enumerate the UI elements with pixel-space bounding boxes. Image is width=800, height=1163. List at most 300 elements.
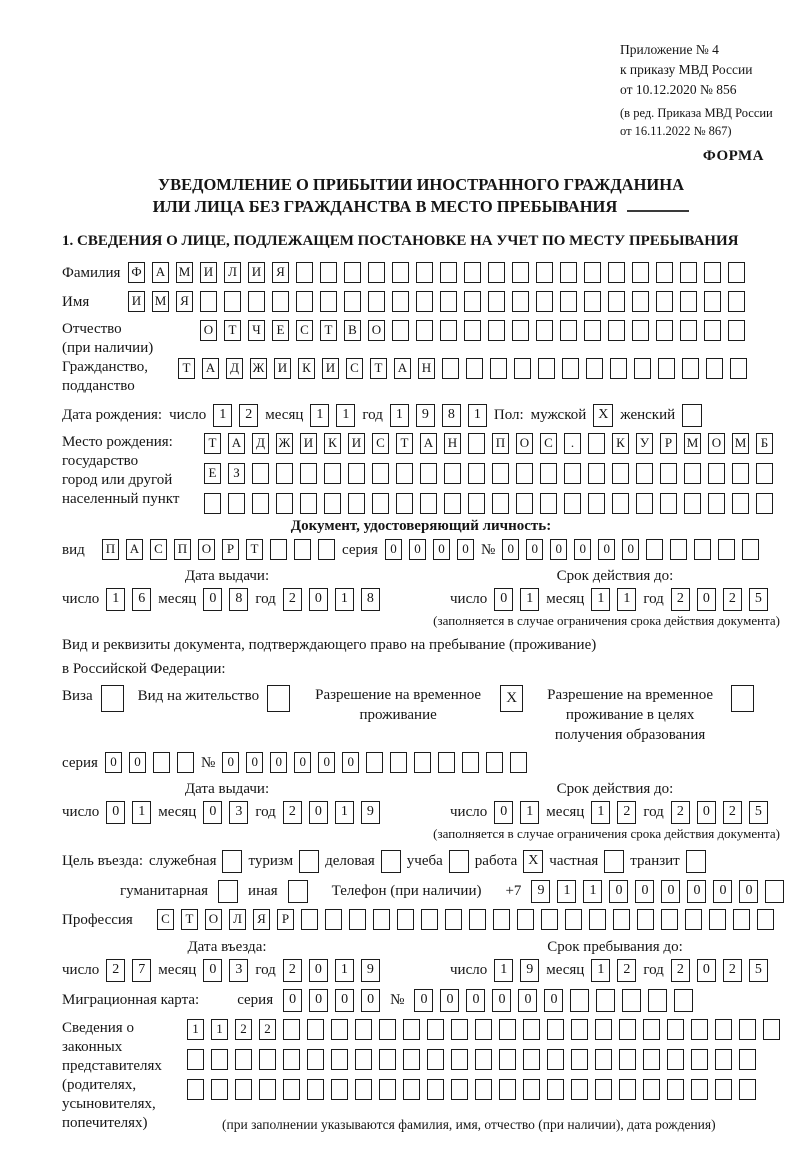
char-cell[interactable] xyxy=(517,909,534,930)
char-cell[interactable] xyxy=(564,493,581,514)
char-cell[interactable]: З xyxy=(228,463,245,484)
char-cell[interactable]: 6 xyxy=(132,588,151,611)
char-cell[interactable]: 5 xyxy=(749,801,768,824)
char-cell[interactable]: К xyxy=(298,358,315,379)
char-cell[interactable]: 0 xyxy=(409,539,426,560)
char-cell[interactable] xyxy=(488,291,505,312)
char-cell[interactable] xyxy=(523,1019,540,1040)
purpose-work-checkbox[interactable]: X xyxy=(523,850,543,873)
char-cell[interactable] xyxy=(468,433,485,454)
char-cell[interactable] xyxy=(259,1079,276,1100)
char-cell[interactable]: Т xyxy=(396,433,413,454)
visa-checkbox[interactable] xyxy=(101,685,124,712)
char-cell[interactable] xyxy=(562,358,579,379)
char-cell[interactable] xyxy=(475,1049,492,1070)
char-cell[interactable]: . xyxy=(564,433,581,454)
char-cell[interactable]: С xyxy=(157,909,174,930)
char-cell[interactable] xyxy=(636,493,653,514)
char-cell[interactable] xyxy=(464,262,481,283)
char-cell[interactable] xyxy=(514,358,531,379)
char-cell[interactable]: 2 xyxy=(283,801,302,824)
char-cell[interactable]: 8 xyxy=(229,588,248,611)
char-cell[interactable] xyxy=(680,262,697,283)
char-cell[interactable] xyxy=(252,463,269,484)
char-cell[interactable] xyxy=(660,463,677,484)
char-cell[interactable] xyxy=(301,909,318,930)
char-cell[interactable] xyxy=(523,1049,540,1070)
char-cell[interactable]: Т xyxy=(178,358,195,379)
char-cell[interactable] xyxy=(464,291,481,312)
char-cell[interactable] xyxy=(451,1079,468,1100)
birth-year-boxes[interactable] xyxy=(390,404,487,427)
char-cell[interactable]: 0 xyxy=(466,989,485,1012)
char-cell[interactable] xyxy=(704,291,721,312)
char-cell[interactable]: Ф xyxy=(128,262,145,283)
char-cell[interactable]: П xyxy=(102,539,119,560)
char-cell[interactable] xyxy=(451,1019,468,1040)
char-cell[interactable] xyxy=(403,1079,420,1100)
entry-month-boxes[interactable] xyxy=(203,959,248,982)
char-cell[interactable] xyxy=(464,320,481,341)
char-cell[interactable] xyxy=(708,493,725,514)
char-cell[interactable]: 0 xyxy=(739,880,758,903)
char-cell[interactable]: И xyxy=(200,262,217,283)
char-cell[interactable] xyxy=(634,358,651,379)
stay-month-boxes[interactable] xyxy=(591,959,636,982)
char-cell[interactable] xyxy=(372,463,389,484)
purpose-tourism-checkbox[interactable] xyxy=(299,850,319,873)
char-cell[interactable] xyxy=(656,320,673,341)
legal-reps-row2-boxes[interactable] xyxy=(187,1049,780,1070)
char-cell[interactable] xyxy=(584,262,601,283)
char-cell[interactable]: Я xyxy=(272,262,289,283)
char-cell[interactable]: 0 xyxy=(661,880,680,903)
char-cell[interactable] xyxy=(252,493,269,514)
char-cell[interactable] xyxy=(589,909,606,930)
char-cell[interactable] xyxy=(211,1079,228,1100)
char-cell[interactable]: 0 xyxy=(309,959,328,982)
char-cell[interactable] xyxy=(396,463,413,484)
char-cell[interactable]: О xyxy=(198,539,215,560)
char-cell[interactable]: 2 xyxy=(671,801,690,824)
char-cell[interactable]: 1 xyxy=(310,404,329,427)
char-cell[interactable]: 0 xyxy=(309,588,328,611)
char-cell[interactable] xyxy=(571,1019,588,1040)
char-cell[interactable] xyxy=(512,262,529,283)
char-cell[interactable]: 1 xyxy=(187,1019,204,1040)
char-cell[interactable] xyxy=(739,1049,756,1070)
char-cell[interactable] xyxy=(512,291,529,312)
identity-expiry-day-boxes[interactable] xyxy=(494,588,539,611)
char-cell[interactable] xyxy=(466,358,483,379)
char-cell[interactable] xyxy=(348,493,365,514)
char-cell[interactable] xyxy=(331,1019,348,1040)
identity-series-boxes[interactable] xyxy=(385,539,474,560)
char-cell[interactable] xyxy=(667,1079,684,1100)
char-cell[interactable] xyxy=(438,752,455,773)
char-cell[interactable] xyxy=(613,909,630,930)
entry-day-boxes[interactable] xyxy=(106,959,151,982)
char-cell[interactable] xyxy=(283,1019,300,1040)
char-cell[interactable] xyxy=(612,493,629,514)
char-cell[interactable] xyxy=(493,909,510,930)
char-cell[interactable]: О xyxy=(516,433,533,454)
char-cell[interactable] xyxy=(728,262,745,283)
char-cell[interactable]: 0 xyxy=(309,989,328,1012)
char-cell[interactable] xyxy=(510,752,527,773)
char-cell[interactable] xyxy=(708,463,725,484)
char-cell[interactable]: Ч xyxy=(248,320,265,341)
char-cell[interactable]: 0 xyxy=(246,752,263,773)
char-cell[interactable] xyxy=(416,320,433,341)
char-cell[interactable]: Н xyxy=(444,433,461,454)
char-cell[interactable] xyxy=(372,493,389,514)
char-cell[interactable]: 5 xyxy=(749,959,768,982)
stay-year-boxes[interactable] xyxy=(671,959,768,982)
char-cell[interactable]: Т xyxy=(224,320,241,341)
char-cell[interactable] xyxy=(523,1079,540,1100)
char-cell[interactable]: О xyxy=(368,320,385,341)
char-cell[interactable]: 0 xyxy=(335,989,354,1012)
identity-issue-day-boxes[interactable] xyxy=(106,588,151,611)
char-cell[interactable] xyxy=(492,463,509,484)
char-cell[interactable]: Л xyxy=(229,909,246,930)
residence-expiry-day-boxes[interactable] xyxy=(494,801,539,824)
char-cell[interactable]: О xyxy=(200,320,217,341)
migration-number-boxes[interactable] xyxy=(414,989,693,1012)
char-cell[interactable]: С xyxy=(372,433,389,454)
char-cell[interactable] xyxy=(733,909,750,930)
char-cell[interactable] xyxy=(469,909,486,930)
char-cell[interactable] xyxy=(204,493,221,514)
char-cell[interactable] xyxy=(763,1019,780,1040)
char-cell[interactable] xyxy=(656,291,673,312)
char-cell[interactable] xyxy=(307,1079,324,1100)
char-cell[interactable] xyxy=(610,358,627,379)
legal-reps-row1-boxes[interactable] xyxy=(187,1019,780,1040)
char-cell[interactable] xyxy=(427,1049,444,1070)
char-cell[interactable]: 1 xyxy=(591,959,610,982)
char-cell[interactable]: С xyxy=(150,539,167,560)
char-cell[interactable] xyxy=(715,1019,732,1040)
char-cell[interactable] xyxy=(283,1079,300,1100)
char-cell[interactable] xyxy=(235,1049,252,1070)
char-cell[interactable] xyxy=(512,320,529,341)
char-cell[interactable]: 1 xyxy=(591,801,610,824)
char-cell[interactable]: 2 xyxy=(617,801,636,824)
char-cell[interactable] xyxy=(492,493,509,514)
char-cell[interactable] xyxy=(756,493,773,514)
char-cell[interactable] xyxy=(177,752,194,773)
char-cell[interactable]: 0 xyxy=(494,801,513,824)
char-cell[interactable] xyxy=(540,493,557,514)
char-cell[interactable]: 0 xyxy=(492,989,511,1012)
char-cell[interactable] xyxy=(660,493,677,514)
char-cell[interactable] xyxy=(445,909,462,930)
char-cell[interactable]: 0 xyxy=(129,752,146,773)
char-cell[interactable]: Ж xyxy=(250,358,267,379)
char-cell[interactable]: 3 xyxy=(229,801,248,824)
char-cell[interactable]: С xyxy=(296,320,313,341)
char-cell[interactable] xyxy=(368,262,385,283)
char-cell[interactable]: 0 xyxy=(713,880,732,903)
phone-boxes[interactable] xyxy=(531,880,784,903)
birth-day-boxes[interactable] xyxy=(213,404,258,427)
identity-kind-boxes[interactable] xyxy=(102,539,335,560)
char-cell[interactable]: М xyxy=(152,291,169,312)
profession-boxes[interactable] xyxy=(157,909,774,930)
char-cell[interactable]: 0 xyxy=(457,539,474,560)
char-cell[interactable] xyxy=(331,1079,348,1100)
migration-series-boxes[interactable] xyxy=(283,989,380,1012)
char-cell[interactable]: Я xyxy=(253,909,270,930)
char-cell[interactable] xyxy=(632,291,649,312)
char-cell[interactable]: 2 xyxy=(235,1019,252,1040)
char-cell[interactable]: 0 xyxy=(598,539,615,560)
char-cell[interactable] xyxy=(248,291,265,312)
char-cell[interactable]: О xyxy=(708,433,725,454)
char-cell[interactable]: П xyxy=(174,539,191,560)
identity-issue-month-boxes[interactable] xyxy=(203,588,248,611)
char-cell[interactable] xyxy=(451,1049,468,1070)
char-cell[interactable] xyxy=(488,262,505,283)
char-cell[interactable]: 0 xyxy=(687,880,706,903)
char-cell[interactable] xyxy=(571,1079,588,1100)
char-cell[interactable] xyxy=(475,1079,492,1100)
char-cell[interactable]: 1 xyxy=(557,880,576,903)
char-cell[interactable]: 0 xyxy=(544,989,563,1012)
char-cell[interactable] xyxy=(596,989,615,1012)
char-cell[interactable] xyxy=(349,909,366,930)
char-cell[interactable] xyxy=(325,909,342,930)
char-cell[interactable] xyxy=(468,493,485,514)
purpose-official-checkbox[interactable] xyxy=(222,850,242,873)
char-cell[interactable]: М xyxy=(176,262,193,283)
char-cell[interactable] xyxy=(187,1049,204,1070)
char-cell[interactable] xyxy=(416,262,433,283)
char-cell[interactable] xyxy=(619,1079,636,1100)
char-cell[interactable]: И xyxy=(274,358,291,379)
char-cell[interactable]: И xyxy=(128,291,145,312)
temporary-permit-checkbox[interactable]: X xyxy=(500,685,523,712)
char-cell[interactable] xyxy=(396,493,413,514)
char-cell[interactable]: 0 xyxy=(494,588,513,611)
sex-male-checkbox[interactable]: X xyxy=(593,404,613,427)
char-cell[interactable] xyxy=(440,262,457,283)
char-cell[interactable]: 9 xyxy=(531,880,550,903)
char-cell[interactable] xyxy=(565,909,582,930)
char-cell[interactable] xyxy=(730,358,747,379)
char-cell[interactable]: С xyxy=(346,358,363,379)
legal-reps-row3-boxes[interactable] xyxy=(187,1079,780,1100)
identity-issue-year-boxes[interactable] xyxy=(283,588,380,611)
char-cell[interactable] xyxy=(235,1079,252,1100)
residence-permit-checkbox[interactable] xyxy=(267,685,290,712)
char-cell[interactable]: Т xyxy=(246,539,263,560)
char-cell[interactable]: 0 xyxy=(502,539,519,560)
char-cell[interactable]: 2 xyxy=(671,588,690,611)
char-cell[interactable] xyxy=(637,909,654,930)
char-cell[interactable] xyxy=(656,262,673,283)
char-cell[interactable] xyxy=(373,909,390,930)
char-cell[interactable]: 0 xyxy=(203,588,222,611)
char-cell[interactable]: 2 xyxy=(723,588,742,611)
char-cell[interactable]: 2 xyxy=(723,801,742,824)
char-cell[interactable] xyxy=(560,262,577,283)
char-cell[interactable] xyxy=(584,320,601,341)
char-cell[interactable] xyxy=(307,1019,324,1040)
char-cell[interactable]: 1 xyxy=(468,404,487,427)
char-cell[interactable] xyxy=(468,463,485,484)
char-cell[interactable] xyxy=(739,1079,756,1100)
char-cell[interactable] xyxy=(499,1049,516,1070)
char-cell[interactable] xyxy=(586,358,603,379)
char-cell[interactable] xyxy=(355,1079,372,1100)
char-cell[interactable] xyxy=(228,493,245,514)
purpose-business-checkbox[interactable] xyxy=(381,850,401,873)
char-cell[interactable]: 0 xyxy=(294,752,311,773)
char-cell[interactable]: Н xyxy=(418,358,435,379)
char-cell[interactable] xyxy=(560,291,577,312)
char-cell[interactable] xyxy=(595,1079,612,1100)
char-cell[interactable]: 5 xyxy=(749,588,768,611)
char-cell[interactable] xyxy=(643,1019,660,1040)
char-cell[interactable] xyxy=(296,291,313,312)
char-cell[interactable]: 0 xyxy=(697,959,716,982)
char-cell[interactable] xyxy=(732,463,749,484)
char-cell[interactable]: 1 xyxy=(591,588,610,611)
char-cell[interactable]: Ж xyxy=(276,433,293,454)
char-cell[interactable] xyxy=(667,1049,684,1070)
char-cell[interactable] xyxy=(516,463,533,484)
char-cell[interactable] xyxy=(667,1019,684,1040)
char-cell[interactable] xyxy=(153,752,170,773)
char-cell[interactable] xyxy=(536,320,553,341)
char-cell[interactable]: 1 xyxy=(336,404,355,427)
char-cell[interactable]: 0 xyxy=(283,989,302,1012)
char-cell[interactable]: 1 xyxy=(520,801,539,824)
char-cell[interactable] xyxy=(516,493,533,514)
char-cell[interactable]: 2 xyxy=(723,959,742,982)
char-cell[interactable]: А xyxy=(228,433,245,454)
char-cell[interactable] xyxy=(416,291,433,312)
char-cell[interactable]: А xyxy=(394,358,411,379)
char-cell[interactable] xyxy=(379,1079,396,1100)
char-cell[interactable] xyxy=(560,320,577,341)
char-cell[interactable] xyxy=(622,989,641,1012)
char-cell[interactable] xyxy=(619,1019,636,1040)
char-cell[interactable] xyxy=(324,463,341,484)
char-cell[interactable]: 0 xyxy=(203,801,222,824)
char-cell[interactable]: Р xyxy=(277,909,294,930)
char-cell[interactable] xyxy=(612,463,629,484)
birth-place-row1-boxes[interactable] xyxy=(204,433,773,454)
char-cell[interactable] xyxy=(397,909,414,930)
char-cell[interactable]: И xyxy=(348,433,365,454)
char-cell[interactable]: 0 xyxy=(342,752,359,773)
char-cell[interactable]: Р xyxy=(660,433,677,454)
char-cell[interactable]: 1 xyxy=(520,588,539,611)
char-cell[interactable]: У xyxy=(636,433,653,454)
char-cell[interactable]: Д xyxy=(226,358,243,379)
char-cell[interactable]: Р xyxy=(222,539,239,560)
char-cell[interactable] xyxy=(547,1019,564,1040)
identity-expiry-year-boxes[interactable] xyxy=(671,588,768,611)
char-cell[interactable]: 1 xyxy=(617,588,636,611)
char-cell[interactable] xyxy=(368,291,385,312)
char-cell[interactable] xyxy=(283,1049,300,1070)
char-cell[interactable]: А xyxy=(202,358,219,379)
char-cell[interactable] xyxy=(499,1019,516,1040)
birth-place-row2-boxes[interactable] xyxy=(204,463,773,484)
char-cell[interactable] xyxy=(706,358,723,379)
residence-expiry-month-boxes[interactable] xyxy=(591,801,636,824)
char-cell[interactable]: 1 xyxy=(335,801,354,824)
char-cell[interactable] xyxy=(608,320,625,341)
char-cell[interactable] xyxy=(756,463,773,484)
char-cell[interactable] xyxy=(691,1019,708,1040)
char-cell[interactable] xyxy=(739,1019,756,1040)
char-cell[interactable] xyxy=(658,358,675,379)
char-cell[interactable]: Т xyxy=(181,909,198,930)
char-cell[interactable] xyxy=(355,1049,372,1070)
char-cell[interactable] xyxy=(704,262,721,283)
char-cell[interactable] xyxy=(648,989,667,1012)
char-cell[interactable] xyxy=(643,1049,660,1070)
char-cell[interactable]: 7 xyxy=(132,959,151,982)
char-cell[interactable] xyxy=(300,493,317,514)
char-cell[interactable]: 2 xyxy=(239,404,258,427)
residence-expiry-year-boxes[interactable] xyxy=(671,801,768,824)
char-cell[interactable]: 0 xyxy=(203,959,222,982)
char-cell[interactable] xyxy=(344,262,361,283)
char-cell[interactable] xyxy=(684,463,701,484)
char-cell[interactable]: 0 xyxy=(697,588,716,611)
purpose-study-checkbox[interactable] xyxy=(449,850,469,873)
char-cell[interactable] xyxy=(536,291,553,312)
char-cell[interactable] xyxy=(682,358,699,379)
char-cell[interactable] xyxy=(440,291,457,312)
char-cell[interactable]: 9 xyxy=(520,959,539,982)
char-cell[interactable] xyxy=(296,262,313,283)
char-cell[interactable]: 0 xyxy=(309,801,328,824)
char-cell[interactable] xyxy=(728,291,745,312)
char-cell[interactable] xyxy=(670,539,687,560)
char-cell[interactable] xyxy=(718,539,735,560)
char-cell[interactable] xyxy=(344,291,361,312)
char-cell[interactable]: Д xyxy=(252,433,269,454)
char-cell[interactable]: 1 xyxy=(494,959,513,982)
char-cell[interactable] xyxy=(272,291,289,312)
char-cell[interactable] xyxy=(715,1049,732,1070)
char-cell[interactable] xyxy=(427,1079,444,1100)
char-cell[interactable] xyxy=(538,358,555,379)
char-cell[interactable]: 0 xyxy=(518,989,537,1012)
char-cell[interactable] xyxy=(680,320,697,341)
char-cell[interactable] xyxy=(403,1049,420,1070)
char-cell[interactable] xyxy=(324,493,341,514)
char-cell[interactable]: 0 xyxy=(550,539,567,560)
char-cell[interactable] xyxy=(390,752,407,773)
char-cell[interactable] xyxy=(643,1079,660,1100)
char-cell[interactable] xyxy=(318,539,335,560)
char-cell[interactable]: 2 xyxy=(106,959,125,982)
char-cell[interactable] xyxy=(636,463,653,484)
char-cell[interactable] xyxy=(444,493,461,514)
char-cell[interactable] xyxy=(694,539,711,560)
char-cell[interactable]: 0 xyxy=(105,752,122,773)
purpose-private-checkbox[interactable] xyxy=(604,850,624,873)
